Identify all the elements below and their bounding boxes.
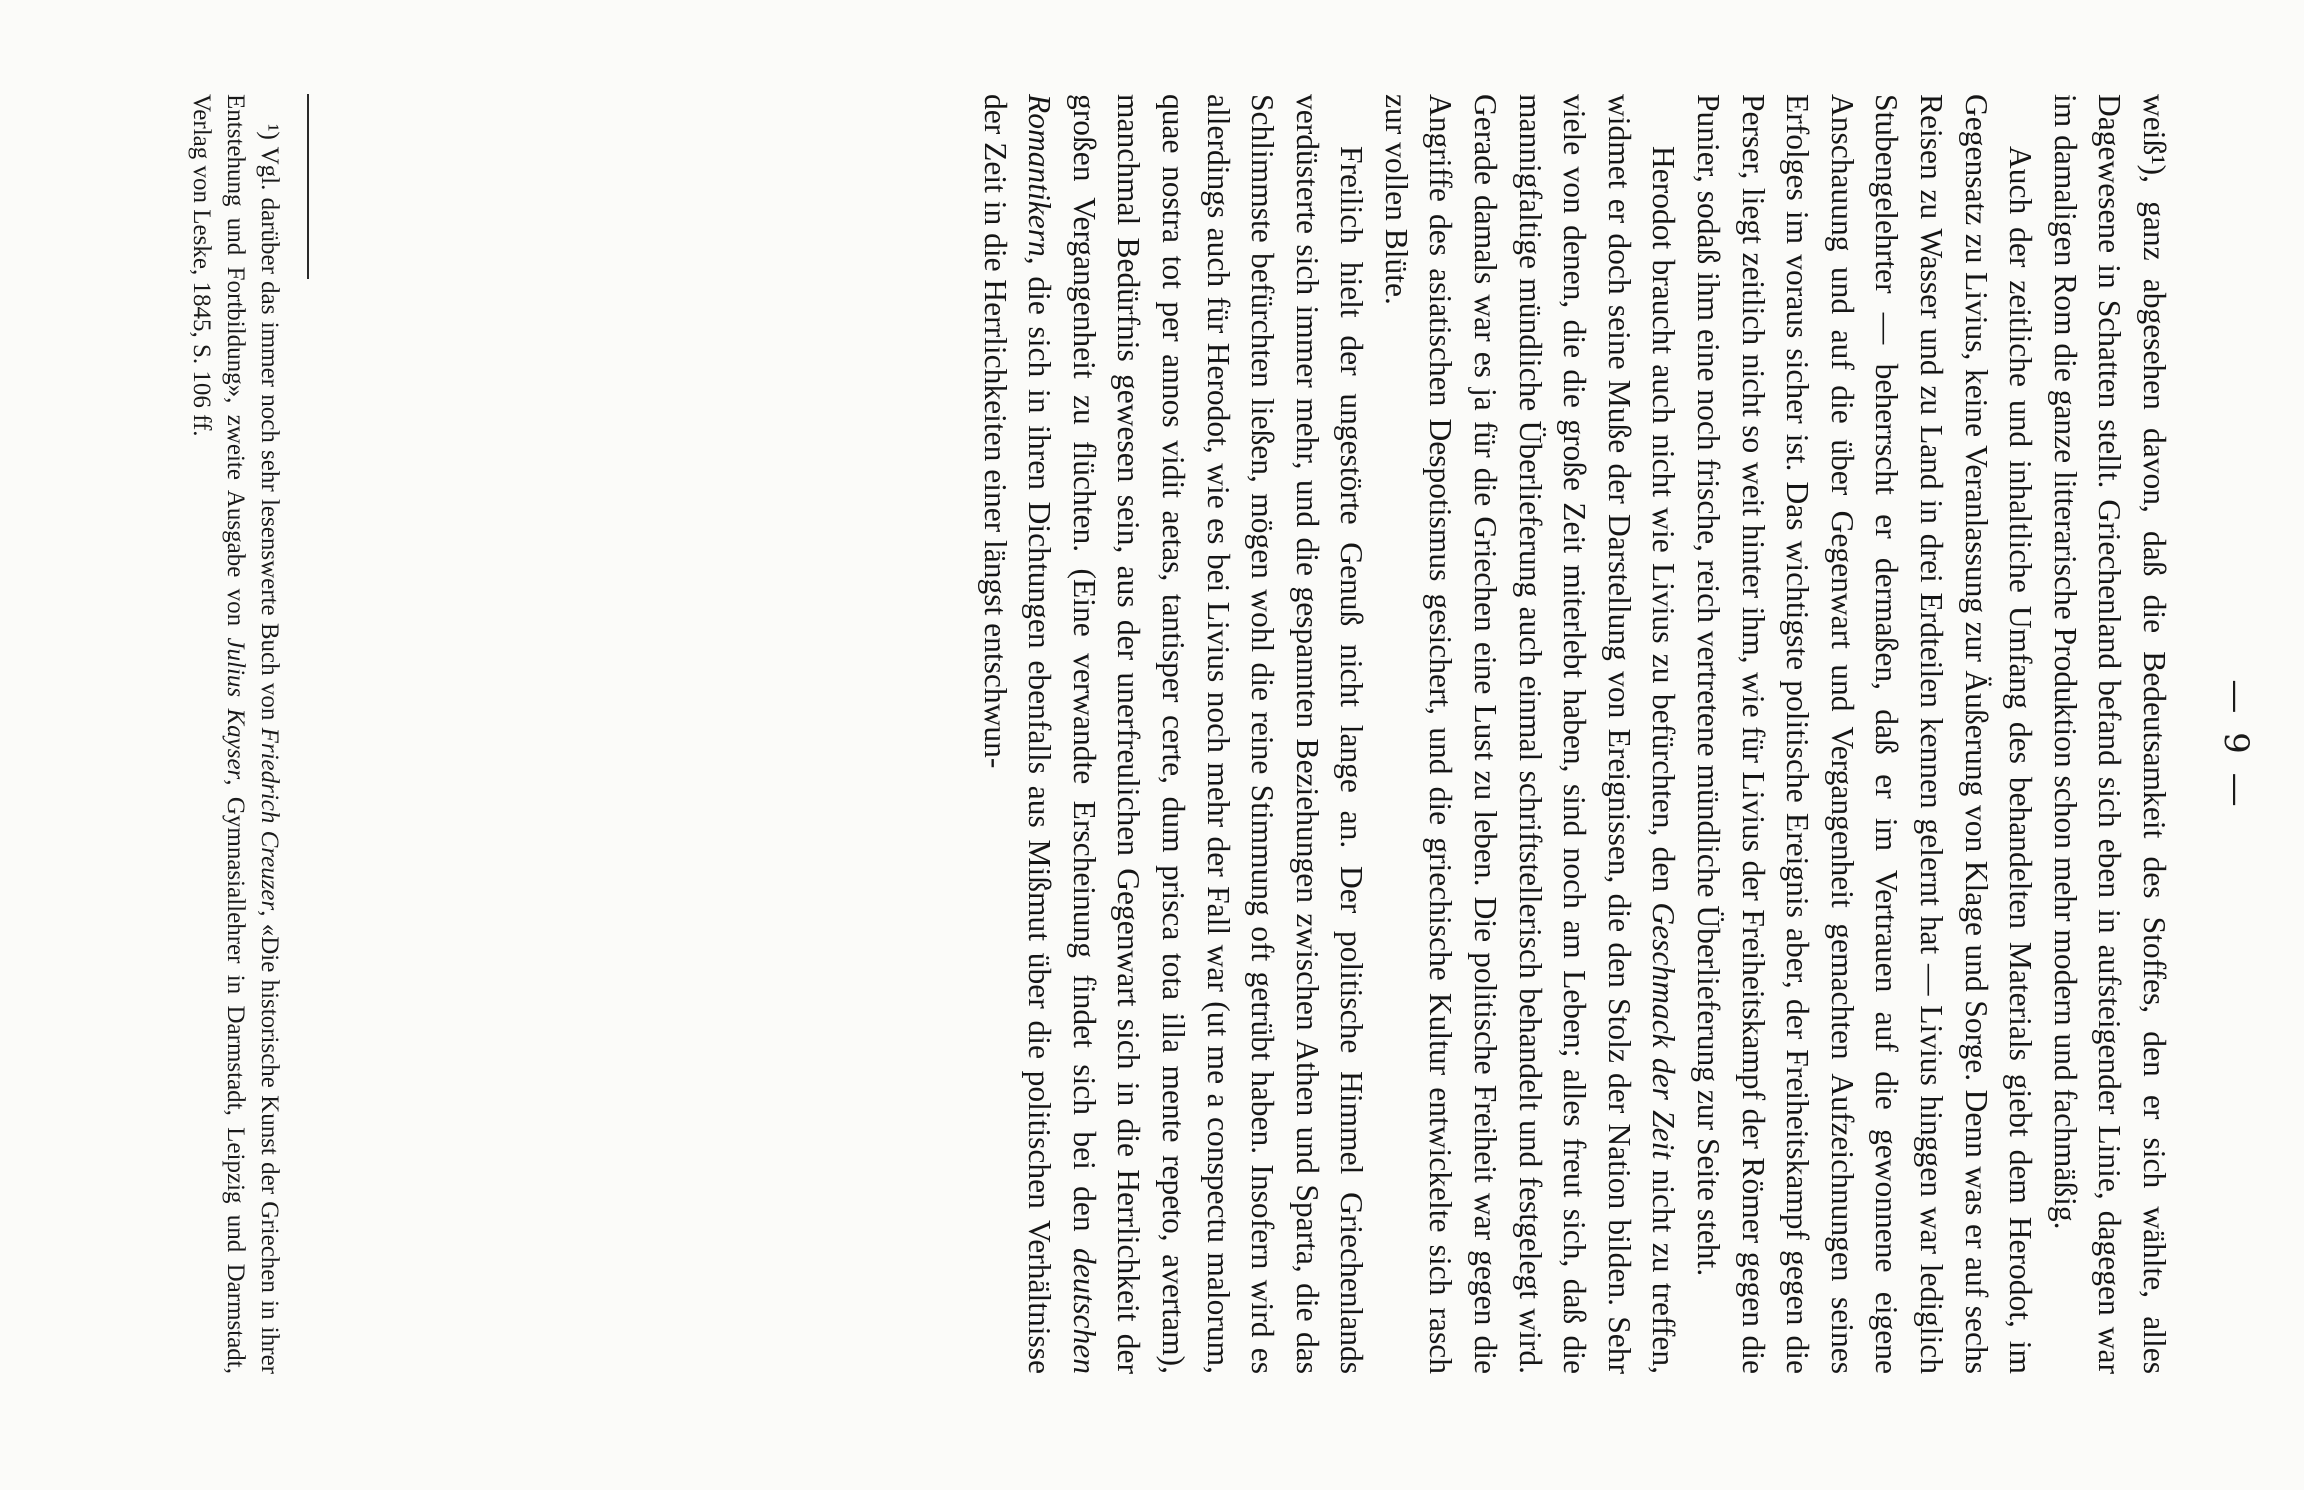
footnote-author-kayser: Julius Kayser <box>222 637 249 780</box>
main-text <box>972 94 2176 1374</box>
footnote-author-creuzer: Friedrich Creuzer <box>256 727 283 911</box>
paragraph-3-start: Herodot braucht auch nicht wie Livius zu befürchten, den <box>1646 146 1682 903</box>
footnote-text-1: Vgl. darüber das immer noch sehr lesenswerte Buch von <box>256 139 283 728</box>
paragraph-4-end: die sich in ihren Dichtungen ebenfalls aus Mißmut über die politischen Verhältnisse der Zeit in die Herrlichkeiten einer längst entschwun- <box>977 94 1058 1374</box>
paragraph-1: weiß¹), ganz abgesehen davon, daß die Bedeutsamkeit des Stoffes, den er sich wählte, alles Dagewesene in Schatten stellt. Griechenland befand sich eben in aufsteigender Linie, dagegen war im damaligen Rom die ganze litterarische Produktion schon mehr modern und fachmäßig. <box>2047 94 2172 1374</box>
paragraph-4 <box>972 94 1373 1374</box>
footnote-marker: ¹) <box>256 124 283 140</box>
footnote-text-3: , Gymnasiallehrer in Darmstadt, Leipzig und Darmstadt, Verlag von Leske, 1845, S. 106 ff. <box>188 94 249 1374</box>
footnote-text-2: , «Die historische Kunst der Griechen in ihrer Entstehung und Fortbildung», zweite Ausgabe von <box>222 94 283 1374</box>
footnote-divider <box>307 94 309 279</box>
italic-geschmack-der-zeit: Geschmack der Zeit <box>1646 902 1682 1160</box>
paragraph-2: Auch der zeitliche und inhaltliche Umfang des behandelten Materials giebt dem Herodot, im Gegensatz zu Livius, keine Veranlassung zur Äußerung von Klage und Sorge. Denn was er auf sechs Reisen zu Wasser und zu Land in drei Erdteilen kennen gelernt hat — Livius hinggen war lediglich Stubengelehrter — beherrscht er dermaßen, daß er im Vertrauen auf die gewonnene eigene Anschauung und auf die über Gegenwart und Vergangenheit gemachten Aufzeichnungen seines Erfolges im voraus sicher ist. Das wichtigste politische Ereignis aber, der Freiheitskampf gegen die Perser, liegt zeitlich nicht so weit hinter ihm, wie für Livius der Freiheitskampf der Römer gegen die Punier, sodaß ihm eine noch frische, reich vertretene mündliche Überlieferung zur Seite steht. <box>1691 94 2039 1374</box>
paragraph-3 <box>1373 94 1685 1374</box>
page-number: — 9 — <box>2216 679 2256 811</box>
paragraph-4-start: Freilich hielt der ungestörte Genuß nicht lange an. Der politische Himmel Griechenlands verdüsterte sich immer mehr, und die gespannten Beziehungen zwischen Athen und Sparta, die das Schlimmste befürchten ließen, mögen wohl die reine Stimmung oft getrübt haben. Insofern wird es allerdings auch für Herodot, wie es bei Livius noch mehr der Fall war (ut me a conspectu malorum, quae nostra tot per annos vidit aetas, tantisper certe, dum prisca tota illa mente repeto, avertam), manchmal Bedürfnis gewesen sein, aus der unerfreulichen Gegenwart sich in die Herrlichkeit der großen Vergangenheit zu flüchten. (Eine verwandte Erscheinung findet sich bei den <box>1066 94 1370 1374</box>
footnote <box>184 94 286 1374</box>
paragraph-3-end: nicht zu treffen, widmet er doch seine Muße der Darstellung von Ereignissen, die den Stolz der Nation bilden. Sehr viele von denen, die die große Zeit miterlebt haben, sind noch am Leben; alles freut sich, daß die mannigfaltige mündliche Überlieferung auch einmal schriftstellerisch behandelt und festgelegt wird. Gerade damals war es ja für die Griechen eine Lust zu leben. Die politische Freiheit war gegen die Angriffe des asiatischen Despotismus gesichert, und die griechische Kultur entwickelte sich rasch zur vollen Blüte. <box>1378 94 1682 1374</box>
italic-deutschen-romantikern: deutschen Romantikern, <box>1022 94 1102 1374</box>
